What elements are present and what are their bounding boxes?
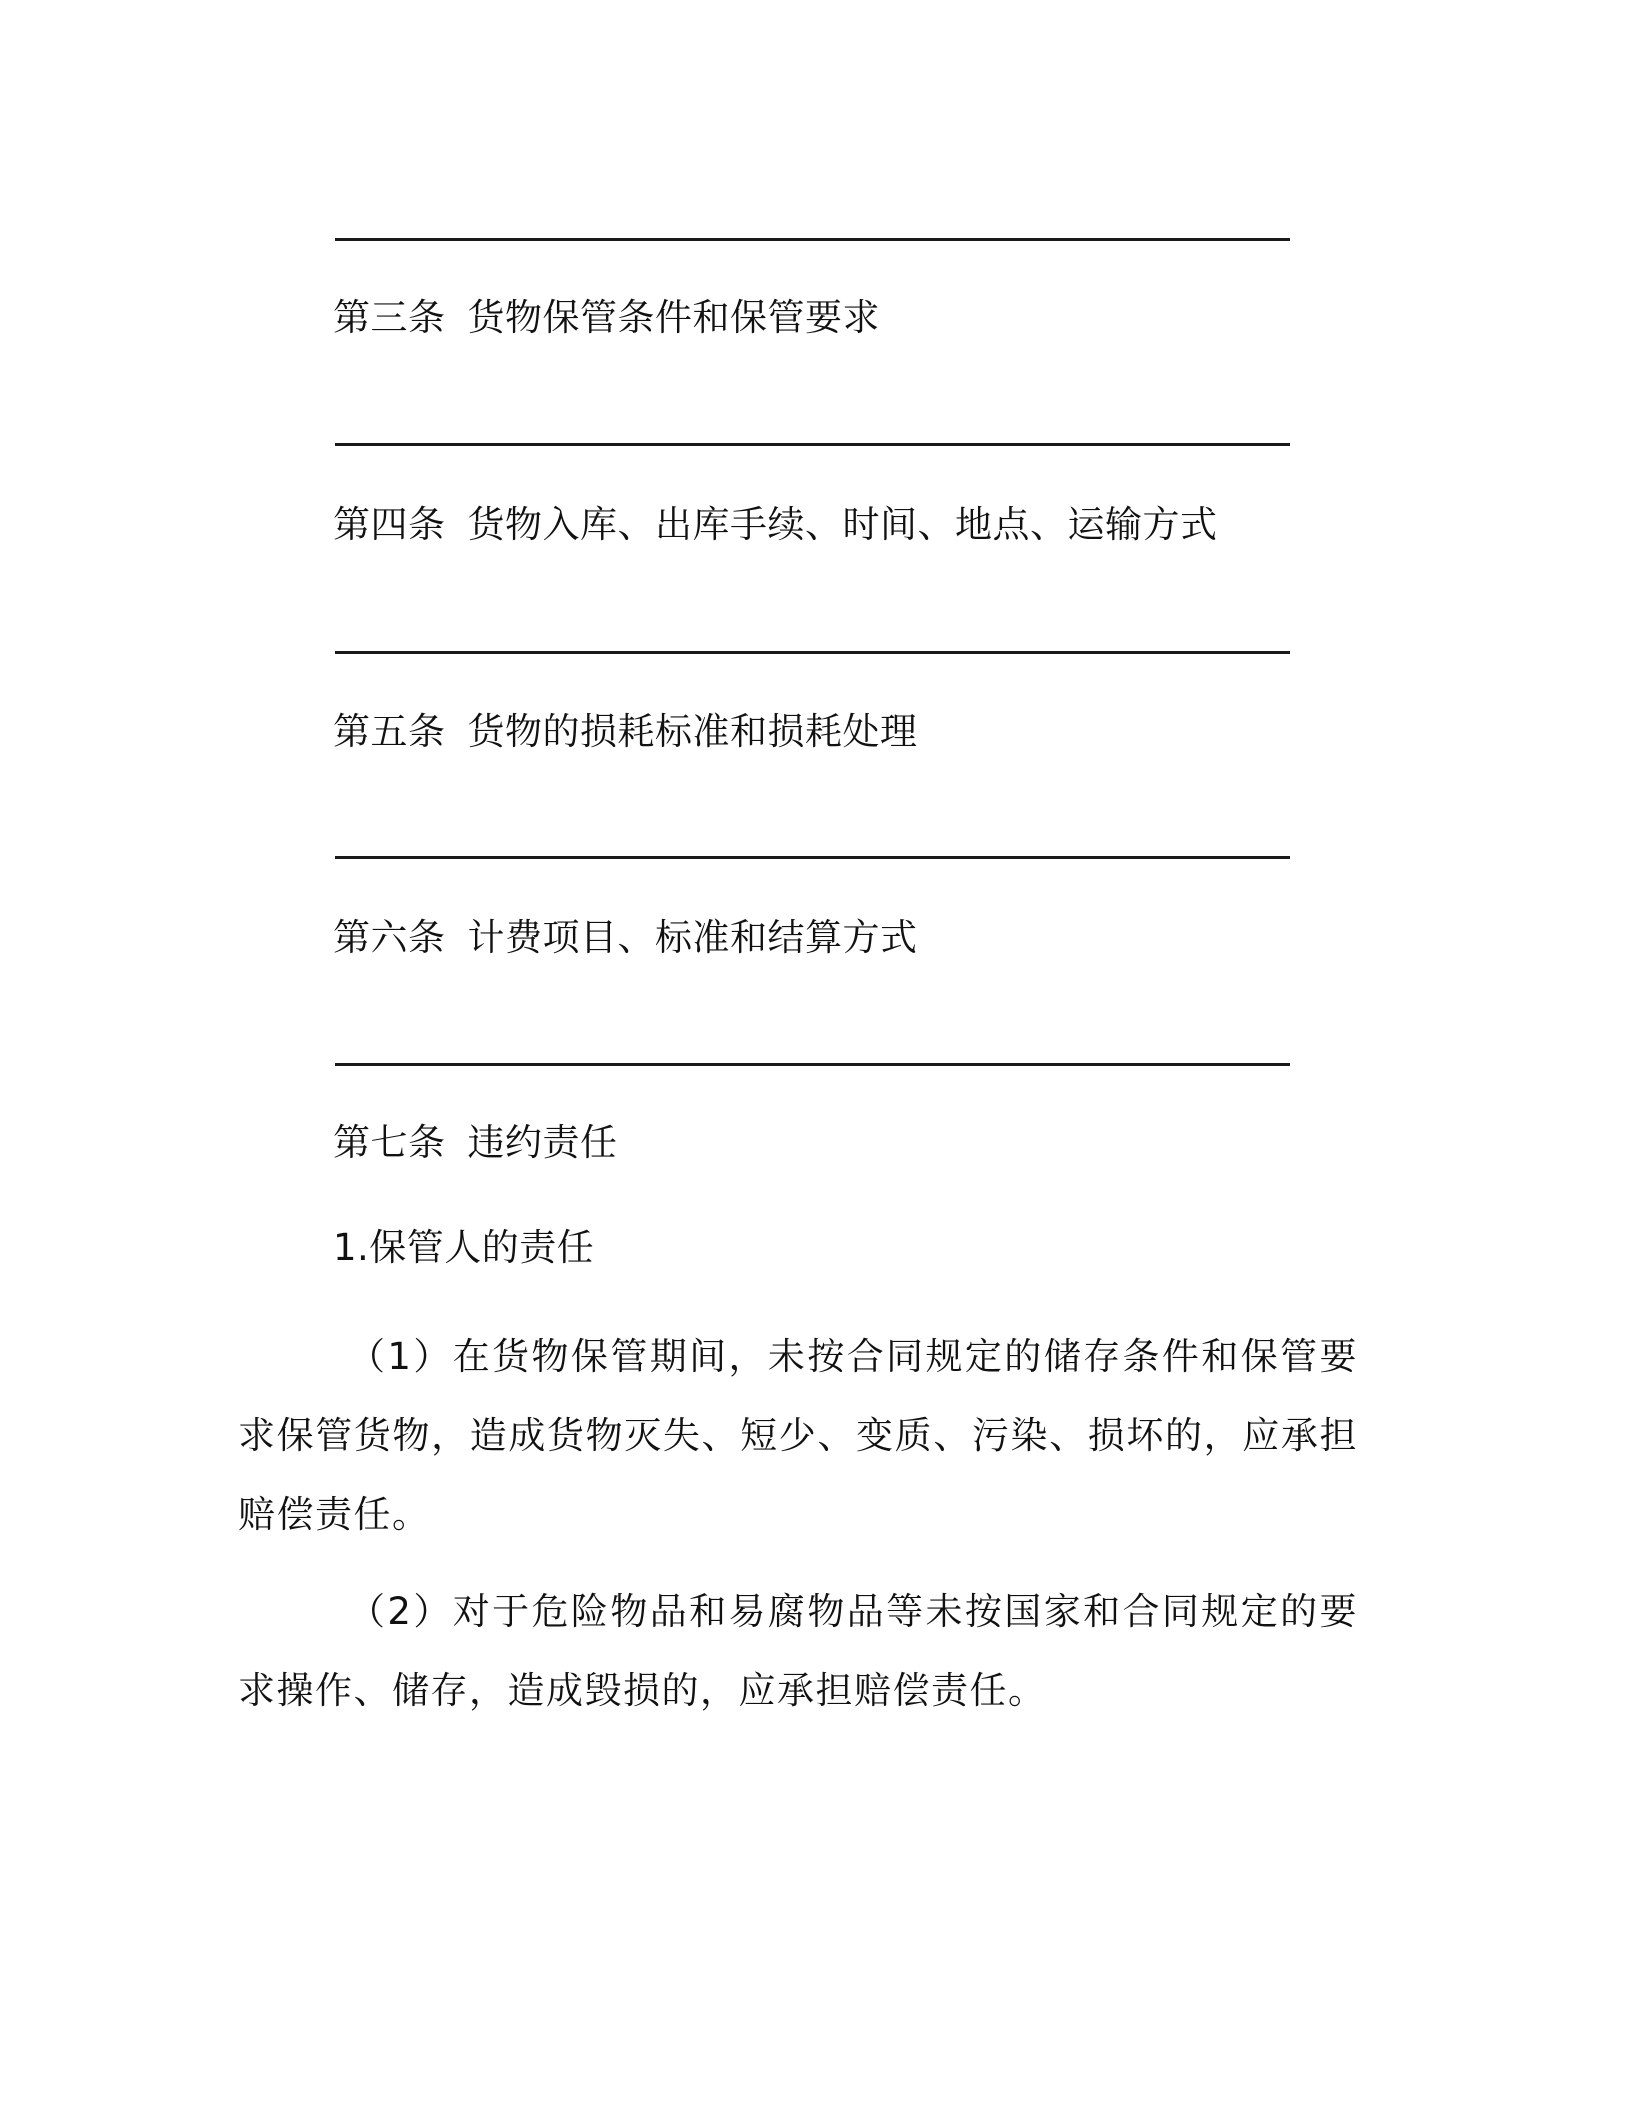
- article-number: 第三条: [333, 296, 446, 339]
- article-heading: [333, 710, 918, 754]
- article-title: 货物保管条件和保管要求: [467, 296, 880, 339]
- fill-in-blank-line: [335, 443, 1290, 446]
- fill-in-blank-line: [335, 856, 1290, 859]
- article-title: 计费项目、标准和结算方式: [467, 916, 918, 959]
- article-number: 第七条: [333, 1121, 446, 1164]
- fill-in-blank-line: [335, 1063, 1290, 1066]
- article-number: 第五条: [333, 710, 446, 753]
- article-heading: [333, 916, 918, 960]
- article-title: 违约责任: [467, 1121, 618, 1164]
- subsection-heading: 1.保管人的责任: [333, 1226, 595, 1269]
- article-title: 货物入库、出库手续、时间、地点、运输方式: [467, 503, 1218, 546]
- clause-paragraph: （1）在货物保管期间，未按合同规定的储存条件和保管要求保管货物，造成货物灭失、短少、变质、污染、损坏的，应承担赔偿责任。: [238, 1335, 1358, 1536]
- article-number: 第六条: [333, 916, 446, 959]
- article-heading: [333, 503, 1218, 547]
- article-heading: [333, 296, 880, 340]
- fill-in-blank-line: [335, 238, 1290, 241]
- fill-in-blank-line: [335, 651, 1290, 654]
- article-number: 第四条: [333, 503, 446, 546]
- clause-paragraph: （2）对于危险物品和易腐物品等未按国家和合同规定的要求操作、储存，造成毁损的，应承担赔偿责任。: [238, 1590, 1358, 1712]
- article-title: 货物的损耗标准和损耗处理: [467, 710, 918, 753]
- article-heading: [333, 1121, 618, 1165]
